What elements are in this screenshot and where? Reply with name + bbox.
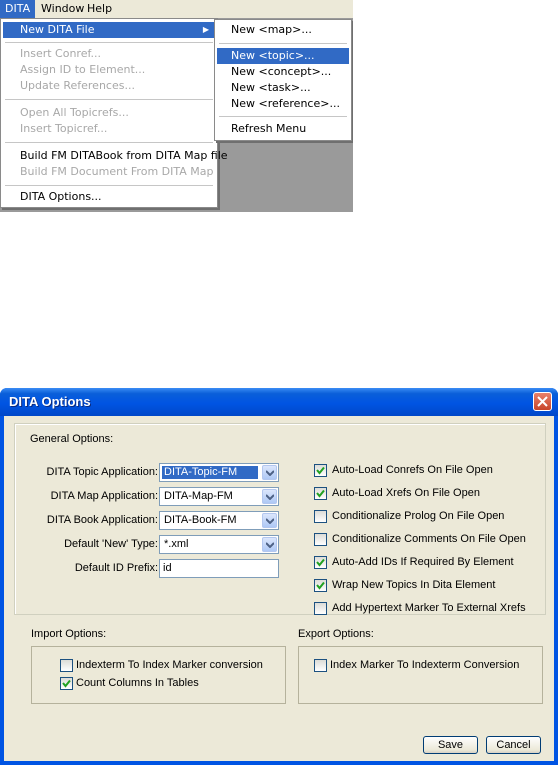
submenu-item-new-concept[interactable]: New <concept>... (231, 65, 332, 78)
map-app-label: DITA Map Application: (50, 490, 158, 502)
checkbox-label: Auto-Load Conrefs On File Open (332, 464, 493, 476)
menu-separator (219, 43, 347, 44)
menu-item-label: New DITA File (20, 23, 95, 36)
dropdown-button[interactable] (262, 537, 277, 552)
menu-separator (5, 42, 213, 43)
checkbox-auto-add-ids[interactable] (314, 556, 327, 569)
dialog-title: DITA Options (9, 394, 91, 409)
import-options-frame (31, 646, 286, 704)
submenu-item-refresh-menu[interactable]: Refresh Menu (231, 122, 307, 135)
checkmark-icon (316, 581, 325, 590)
dropdown-button[interactable] (262, 465, 277, 480)
general-options-label: General Options: (30, 433, 114, 445)
book-app-label: DITA Book Application: (46, 514, 158, 526)
checkbox-label: Conditionalize Comments On File Open (332, 533, 526, 545)
checkbox-label: Conditionalize Prolog On File Open (332, 510, 505, 522)
topic-app-combo[interactable] (159, 463, 279, 482)
checkbox-add-hypertext-marker[interactable] (314, 602, 327, 615)
submenu-item-new-task[interactable]: New <task>... (231, 81, 311, 94)
menubar (0, 0, 353, 18)
new-type-label: Default 'New' Type: (64, 538, 158, 550)
submenu-item-new-map[interactable]: New <map>... (231, 23, 312, 36)
new-type-combo[interactable] (159, 535, 279, 554)
book-app-combo[interactable] (159, 511, 279, 530)
menu-separator (5, 99, 213, 100)
save-button[interactable]: Save (423, 736, 478, 754)
dialog-body (4, 416, 554, 761)
menubar-window[interactable]: Window (41, 2, 85, 15)
menu-item-dita-options[interactable]: DITA Options... (20, 190, 102, 203)
checkbox-index-marker-to-indexterm[interactable] (314, 659, 327, 672)
topic-app-label: DITA Topic Application: (46, 466, 158, 478)
dita-options-dialog (0, 388, 558, 765)
checkmark-icon (316, 558, 325, 567)
map-app-combo[interactable] (159, 487, 279, 506)
id-prefix-label: Default ID Prefix: (74, 562, 158, 574)
dialog-titlebar[interactable] (0, 388, 558, 416)
new-dita-file-submenu (214, 19, 352, 141)
menu-item-build-fm-document[interactable]: Build FM Document From DITA Map (20, 165, 214, 178)
menubar-help[interactable]: Help (87, 2, 113, 15)
chevron-down-icon (266, 494, 274, 500)
checkbox-wrap-new-topics[interactable] (314, 579, 327, 592)
submenu-arrow-icon: ▶ (202, 25, 209, 34)
id-prefix-input[interactable] (159, 559, 279, 578)
menu-item-update-references[interactable]: Update References... (20, 79, 135, 92)
checkbox-conditionalize-comments[interactable] (314, 533, 327, 546)
new-type-value: *.xml (164, 538, 189, 550)
menu-item-build-ditabook[interactable]: Build FM DITABook from DITA Map file (20, 149, 228, 162)
chevron-down-icon (266, 470, 274, 476)
dropdown-button[interactable] (262, 513, 277, 528)
checkmark-icon (316, 466, 325, 475)
dita-menu (0, 18, 228, 208)
menu-item-assign-id[interactable]: Assign ID to Element... (20, 63, 146, 76)
book-app-value: DITA-Book-FM (164, 514, 237, 526)
export-options-label: Export Options: (298, 628, 374, 640)
checkbox-label: Auto-Add IDs If Required By Element (332, 556, 514, 568)
chevron-down-icon (266, 542, 274, 548)
close-icon (537, 396, 548, 407)
checkbox-label: Indexterm To Index Marker conversion (76, 659, 263, 671)
menubar-dita[interactable]: DITA (0, 0, 35, 18)
menu-item-new-dita-file[interactable] (3, 22, 215, 38)
checkmark-icon (316, 489, 325, 498)
menu-item-insert-topicref[interactable]: Insert Topicref... (20, 122, 108, 135)
import-options-label: Import Options: (31, 628, 107, 640)
checkmark-icon (62, 679, 71, 688)
checkbox-count-columns[interactable] (60, 677, 73, 690)
export-options-frame (298, 646, 543, 704)
checkbox-label: Add Hypertext Marker To External Xrefs (332, 602, 526, 614)
checkbox-label: Count Columns In Tables (76, 677, 199, 689)
map-app-value: DITA-Map-FM (164, 490, 233, 502)
checkbox-label: Auto-Load Xrefs On File Open (332, 487, 480, 499)
checkbox-auto-load-conrefs[interactable] (314, 464, 327, 477)
menu-item-open-all-topicrefs[interactable]: Open All Topicrefs... (20, 106, 129, 119)
menu-separator (5, 185, 213, 186)
cancel-button[interactable]: Cancel (486, 736, 541, 754)
close-button[interactable] (533, 392, 552, 411)
checkbox-conditionalize-prolog[interactable] (314, 510, 327, 523)
submenu-item-new-reference[interactable]: New <reference>... (231, 97, 340, 110)
checkbox-label: Index Marker To Indexterm Conversion (330, 659, 520, 671)
submenu-item-new-topic[interactable]: New <topic>... (217, 48, 349, 64)
checkbox-auto-load-xrefs[interactable] (314, 487, 327, 500)
dropdown-button[interactable] (262, 489, 277, 504)
menu-separator (219, 116, 347, 117)
chevron-down-icon (266, 518, 274, 524)
menu-screenshot (0, 0, 353, 212)
topic-app-value: DITA-Topic-FM (162, 466, 258, 479)
menu-item-insert-conref[interactable]: Insert Conref... (20, 47, 102, 60)
id-prefix-value: id (163, 562, 172, 574)
menu-separator (5, 142, 213, 143)
checkbox-indexterm-to-marker[interactable] (60, 659, 73, 672)
checkbox-label: Wrap New Topics In Dita Element (332, 579, 496, 591)
